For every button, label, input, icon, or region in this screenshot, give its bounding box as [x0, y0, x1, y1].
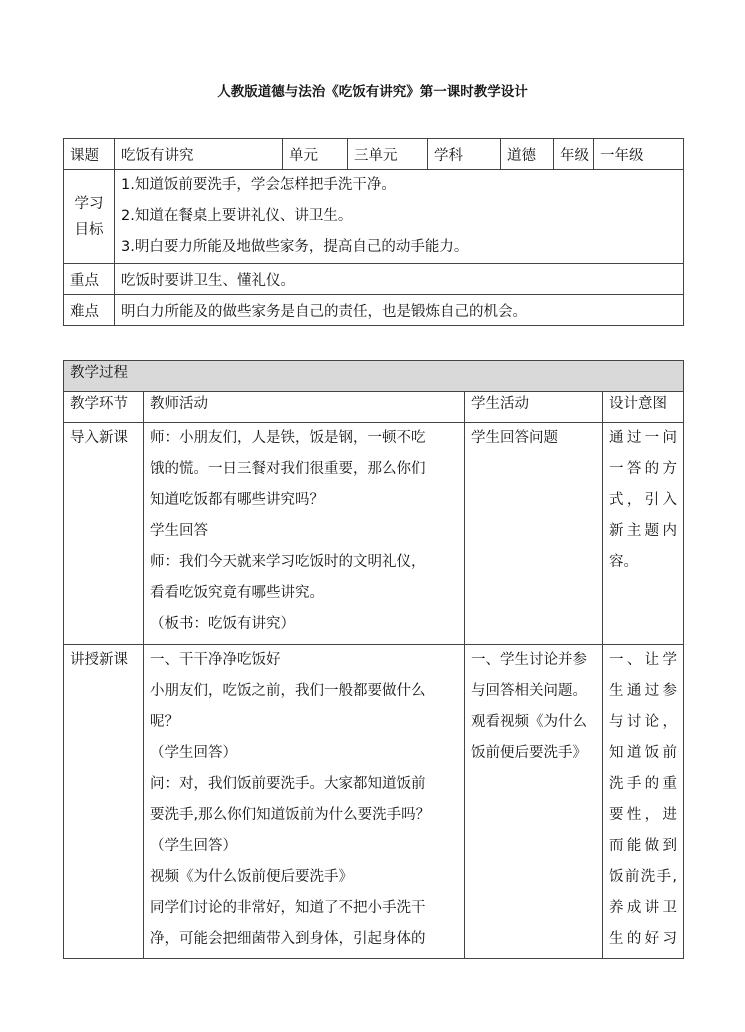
discipline-value: 道德 — [501, 139, 554, 170]
table-row — [64, 423, 684, 645]
objective-item: 1.知道饭前要洗手，学会怎样把手洗干净。 — [121, 177, 396, 193]
objective-item: 2.知道在餐桌上要讲礼仪、讲卫生。 — [121, 208, 353, 224]
intent-line: 生的好习 — [609, 931, 677, 947]
intent-line: 一答的方 — [609, 461, 677, 477]
stage-name: 讲授新课 — [70, 652, 128, 668]
column-header-intent: 设计意图 — [603, 392, 684, 423]
objectives-label-line: 目标 — [74, 221, 104, 238]
objectives-label-line: 学习 — [74, 195, 104, 212]
intent-line: 与讨论， — [609, 714, 677, 730]
student-activity-cell — [465, 423, 603, 645]
document-title: 人教版道德与法治《吃饭有讲究》第一课时教学设计 — [217, 84, 528, 100]
student-line: 饭前便后要洗手》 — [471, 745, 587, 761]
student-line: 与回答相关问题。 — [471, 683, 587, 699]
intent-line: 容。 — [609, 554, 638, 570]
teacher-line: 看看吃饭究竟有哪些讲究。 — [150, 585, 324, 601]
teacher-line: 知道吃饭都有哪些讲究吗？ — [150, 492, 324, 508]
table-row — [64, 645, 684, 959]
student-line: 学生回答问题 — [471, 430, 558, 446]
student-line: 观看视频《为什么 — [471, 714, 587, 730]
subject-label: 课题 — [64, 139, 115, 170]
unit-label: 单元 — [283, 139, 348, 170]
teacher-line: 同学们讨论的非常好，知道了不把小手洗干 — [150, 900, 426, 916]
key-point-value: 吃饭时要讲卫生、懂礼仪。 — [115, 264, 684, 295]
intent-line: 要性，进 — [609, 807, 677, 823]
subject-value: 吃饭有讲究 — [115, 139, 283, 170]
teacher-line: 师：我们今天就来学习吃饭时的文明礼仪， — [150, 554, 426, 570]
student-activity-cell — [465, 645, 603, 959]
column-header-teacher: 教师活动 — [144, 392, 465, 423]
stage-cell — [64, 423, 144, 645]
teacher-line: 一、干干净净吃饭好 — [150, 652, 281, 668]
intent-line: 而能做到 — [609, 838, 677, 854]
teacher-line: 小朋友们，吃饭之前，我们一般都要做什么 — [150, 683, 426, 699]
difficulty-value: 明白力所能及的做些家务是自己的责任，也是锻炼自己的机会。 — [115, 295, 684, 326]
grade-label: 年级 — [554, 139, 594, 170]
intent-line: 通过一问 — [609, 430, 677, 446]
design-intent-cell — [603, 645, 684, 959]
column-header-stage: 教学环节 — [64, 392, 144, 423]
teacher-line: 要洗手,那么你们知道饭前为什么要洗手吗？ — [150, 807, 431, 823]
intent-line: 一、让学 — [609, 652, 677, 668]
teacher-line: 师：小朋友们，人是铁，饭是钢，一顿不吃 — [150, 430, 426, 446]
teaching-process-table — [63, 360, 684, 959]
discipline-label: 学科 — [428, 139, 501, 170]
teacher-line: （板书：吃饭有讲究） — [150, 616, 295, 632]
stage-cell — [64, 645, 144, 959]
stage-name: 导入新课 — [70, 430, 128, 446]
teacher-activity-cell — [144, 423, 465, 645]
intent-line: 知道饭前 — [609, 745, 677, 761]
process-header: 教学过程 — [64, 361, 684, 392]
teacher-line: 视频《为什么饭前便后要洗手》 — [150, 869, 353, 885]
intent-line: 洗手的重 — [609, 776, 677, 792]
intent-line: 养成讲卫 — [609, 900, 677, 916]
teacher-line: 问：对，我们饭前要洗手。大家都知道饭前 — [150, 776, 426, 792]
column-header-student: 学生活动 — [465, 392, 603, 423]
teacher-line: （学生回答） — [150, 838, 237, 854]
teacher-line: （学生回答） — [150, 745, 237, 761]
teacher-line: 饿的慌。一日三餐对我们很重要，那么你们 — [150, 461, 426, 477]
key-point-label: 重点 — [64, 264, 115, 295]
design-intent-cell — [603, 423, 684, 645]
grade-value: 一年级 — [594, 139, 684, 170]
lesson-info-table — [63, 138, 684, 326]
objectives-label — [64, 170, 115, 264]
intent-line: 新主题内 — [609, 523, 677, 539]
intent-line: 生通过参 — [609, 683, 677, 699]
objective-item: 3.明白要力所能及地做些家务，提高自己的动手能力。 — [121, 239, 469, 255]
student-line: 一、学生讨论并参 — [471, 652, 587, 668]
intent-line: 饭前洗手, — [609, 869, 677, 885]
difficulty-label: 难点 — [64, 295, 115, 326]
intent-line: 式，引入 — [609, 492, 677, 508]
teacher-line: 净，可能会把细菌带入到身体，引起身体的 — [150, 931, 426, 947]
teacher-line: 呢？ — [150, 714, 179, 730]
teacher-line: 学生回答 — [150, 523, 208, 539]
objectives-cell — [115, 170, 684, 264]
unit-value: 三单元 — [348, 139, 428, 170]
teacher-activity-cell — [144, 645, 465, 959]
